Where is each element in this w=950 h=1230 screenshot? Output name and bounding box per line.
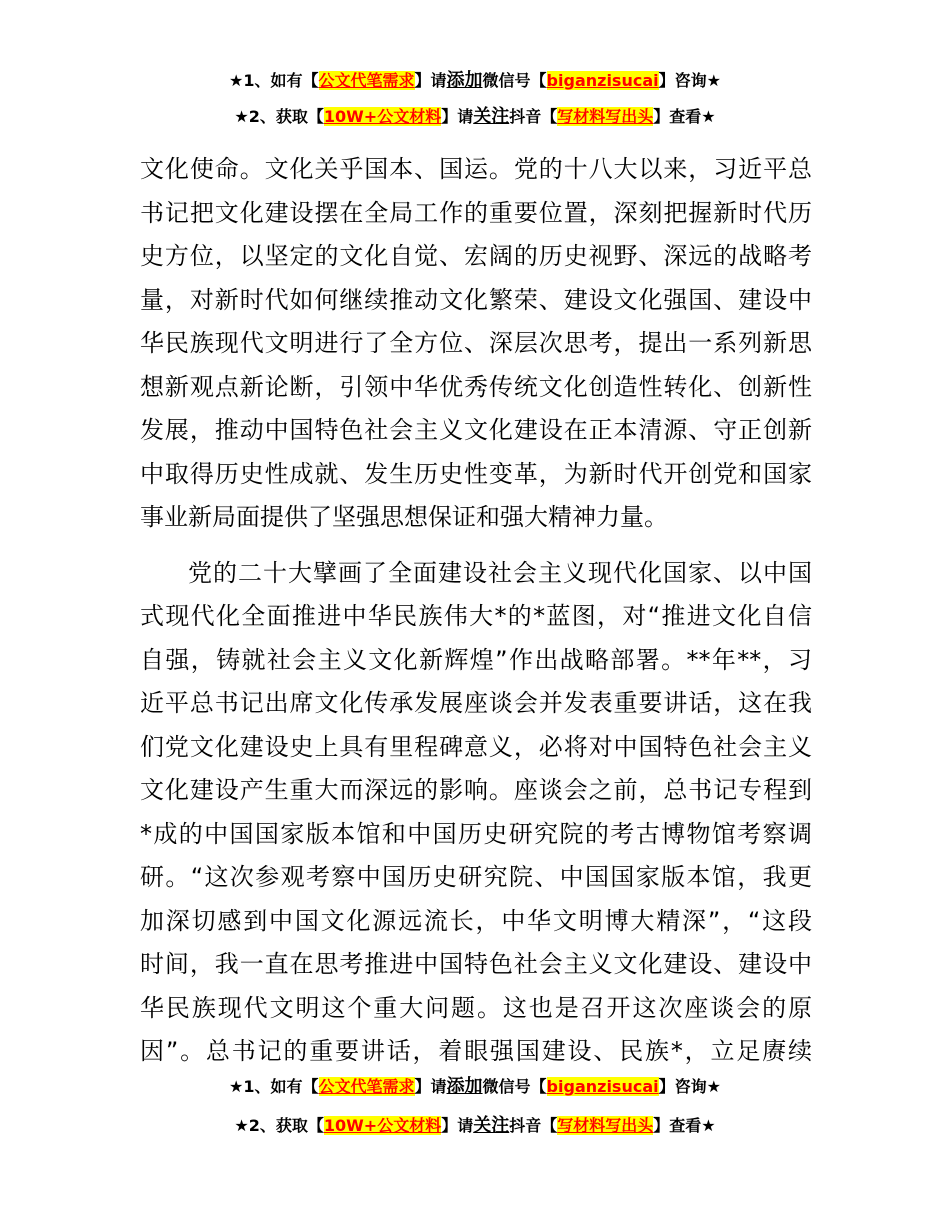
footer-line-2-prefix: ★2、获取【	[234, 1116, 324, 1135]
paragraph-line: 们党文化建设史上具有里程碑意义，必将对中国特色社会主义	[140, 732, 812, 761]
header-line-1-middle: 】请	[414, 71, 447, 90]
document-body	[140, 148, 812, 1074]
header-line-1-prefix: ★1、如有【	[229, 71, 319, 90]
footer-douyin-id: 写材料写出头	[557, 1116, 654, 1135]
paragraph-line: 文化建设产生重大而深远的影响。座谈会之前，总书记专程到	[140, 776, 812, 804]
header-add-emphasis: 添加	[446, 70, 483, 91]
paragraph-1	[140, 148, 812, 540]
header-wechat-id: biganzisucai	[546, 71, 659, 90]
footer-line-1-prefix: ★1、如有【	[229, 1077, 319, 1096]
header-line-1	[0, 70, 950, 92]
paragraph-line: 加深切感到中国文化源远流长，中华文明博大精深”，“这段	[140, 906, 812, 935]
footer-follow-emphasis: 关注	[473, 1115, 510, 1136]
header-ghostwriting-highlight: 公文代笔需求	[318, 71, 415, 90]
footer-line-1-middle: 】请	[414, 1077, 447, 1096]
paragraph-line: 事业新局面提供了坚强思想保证和强大精神力量。	[140, 503, 668, 531]
header-line-2-prefix: ★2、获取【	[234, 107, 324, 126]
paragraph-line: 华民族现代文明进行了全方位、深层次思考，提出一系列新思	[140, 329, 812, 357]
paragraph-line: 党的二十大擘画了全面建设社会主义现代化国家、以中国	[188, 558, 812, 587]
paragraph-line: 时间，我一直在思考推进中国特色社会主义文化建设、建设中	[140, 950, 812, 978]
paragraph-line: 研。“这次参观考察中国历史研究院、中国国家版本馆，我更	[140, 863, 812, 891]
header-line-2	[0, 106, 950, 128]
header-line-2-middle-2: 抖音【	[509, 107, 558, 126]
paragraph-line: 因”。总书记的重要讲话，着眼强国建设、民族*，立足赓续	[140, 1037, 812, 1065]
header-line-1-suffix: 】咨询★	[658, 71, 721, 90]
header-materials-highlight: 10W+公文材料	[323, 107, 442, 126]
header-line-2-suffix: 】查看★	[653, 107, 716, 126]
footer-line-2-suffix: 】查看★	[653, 1116, 716, 1135]
paragraph-line: 想新观点新论断，引领中华优秀传统文化创造性转化、创新性	[140, 372, 812, 401]
paragraph-line: *成的中国国家版本馆和中国历史研究院的考古博物馆考察调	[140, 819, 812, 848]
paragraph-line: 华民族现代文明这个重大问题。这也是召开这次座谈会的原	[140, 993, 812, 1022]
header-line-2-middle: 】请	[441, 107, 474, 126]
paragraph-line: 近平总书记出席文化传承发展座谈会并发表重要讲话，这在我	[140, 689, 812, 717]
header-douyin-id: 写材料写出头	[557, 107, 654, 126]
footer-line-1	[0, 1076, 950, 1098]
footer-line-2	[0, 1115, 950, 1137]
footer-line-1-suffix: 】咨询★	[658, 1077, 721, 1096]
footer-line-2-middle-2: 抖音【	[509, 1116, 558, 1135]
paragraph-line: 发展，推动中国特色社会主义文化建设在正本清源、守正创新	[140, 416, 812, 444]
footer-line-1-middle-2: 微信号【	[482, 1077, 547, 1096]
paragraph-line: 自强，铸就社会主义文化新辉煌”作出战略部署。**年**，习	[140, 645, 812, 674]
header-follow-emphasis: 关注	[473, 106, 510, 127]
paragraph-line: 式现代化全面推进中华民族伟大*的*蓝图，对“推进文化自信	[140, 602, 812, 630]
footer-wechat-id: biganzisucai	[546, 1077, 659, 1096]
paragraph-line: 书记把文化建设摆在全局工作的重要位置，深刻把握新时代历	[140, 198, 812, 227]
paragraph-line: 史方位，以坚定的文化自觉、宏阔的历史视野、深远的战略考	[140, 242, 812, 270]
footer-line-2-middle: 】请	[441, 1116, 474, 1135]
paragraph-line: 量，对新时代如何继续推动文化繁荣、建设文化强国、建设中	[140, 285, 812, 314]
header-line-1-middle-2: 微信号【	[482, 71, 547, 90]
footer-materials-highlight: 10W+公文材料	[323, 1116, 442, 1135]
paragraph-line: 中取得历史性成就、发生历史性变革，为新时代开创党和国家	[140, 459, 812, 488]
footer-ghostwriting-highlight: 公文代笔需求	[318, 1077, 415, 1096]
paragraph-2	[140, 552, 812, 1074]
footer-add-emphasis: 添加	[446, 1076, 483, 1097]
paragraph-line: 文化使命。文化关乎国本、国运。党的十八大以来，习近平总	[140, 155, 812, 183]
